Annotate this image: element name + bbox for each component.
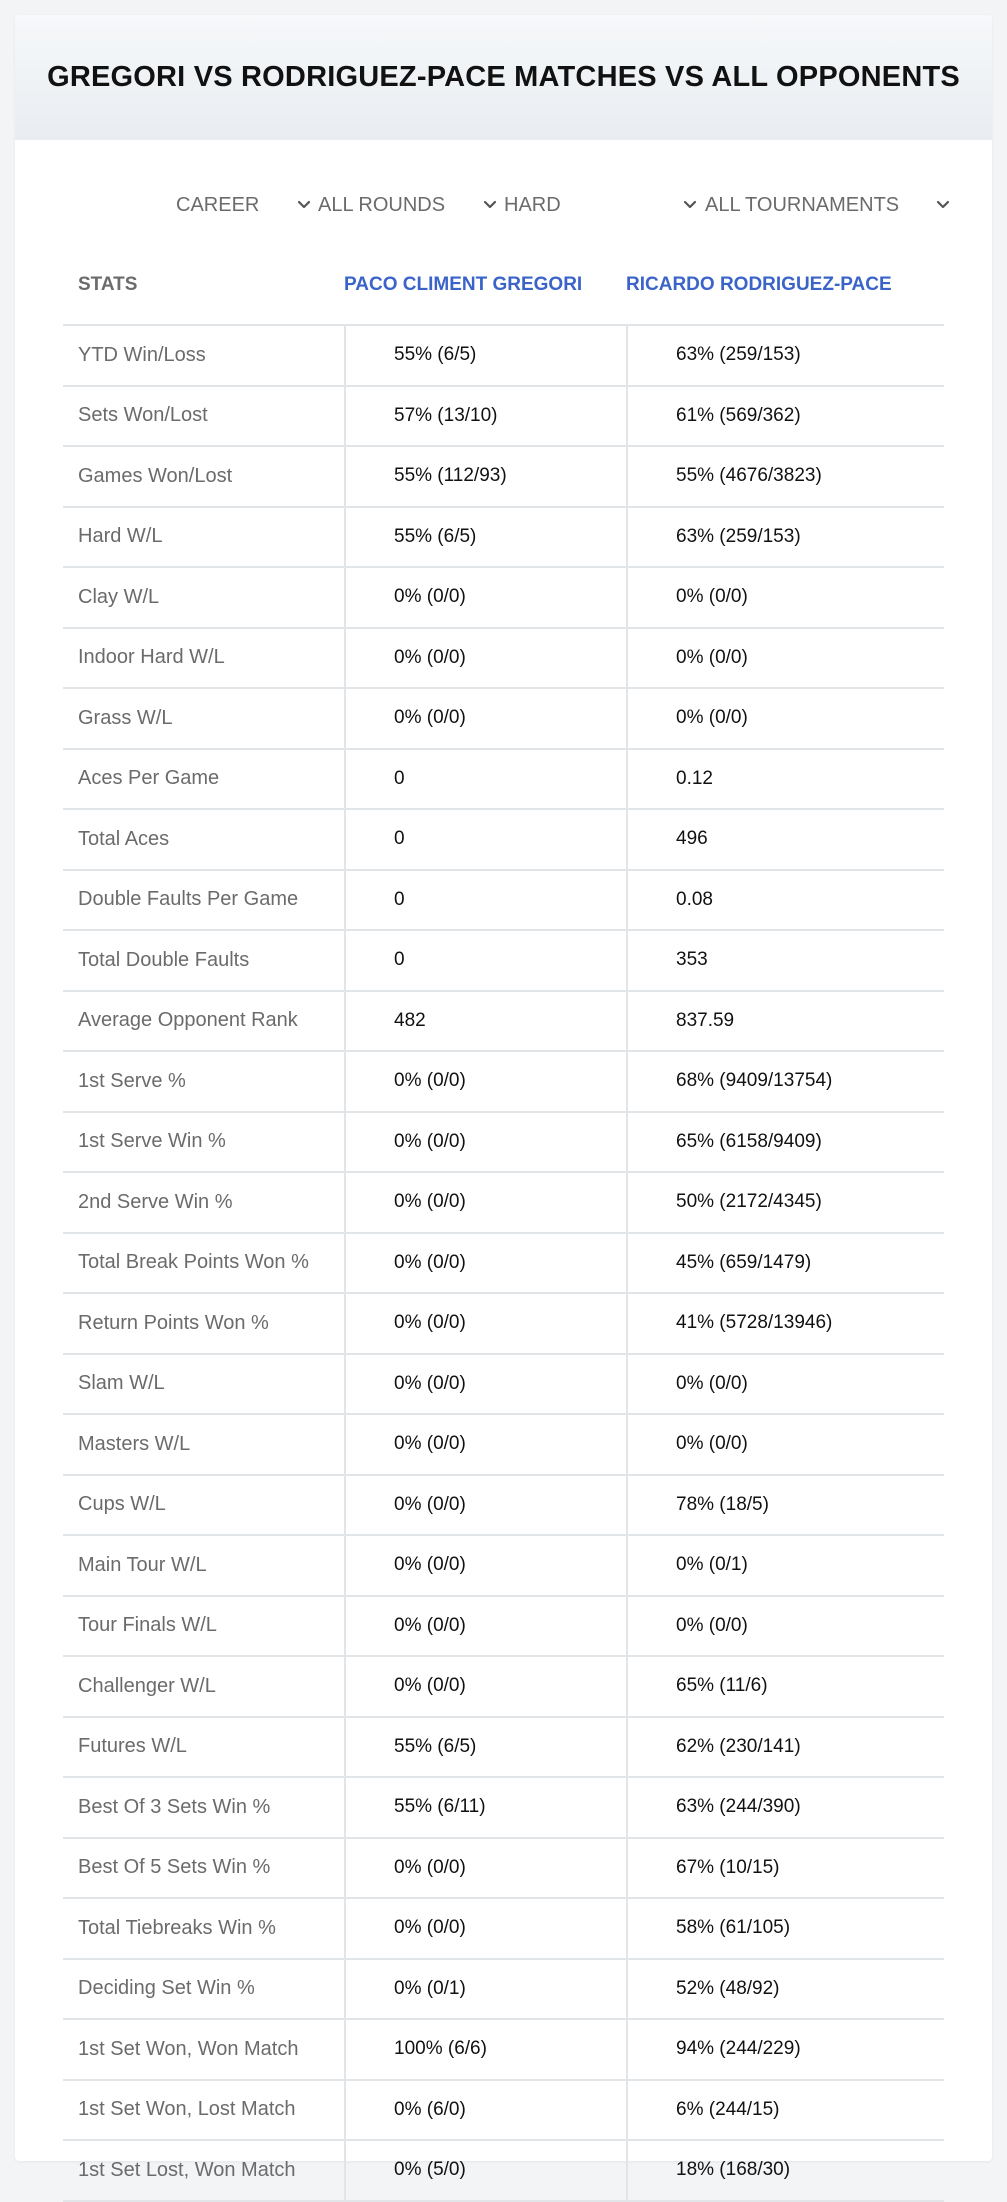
stat-label: Indoor Hard W/L [78, 646, 225, 669]
stat-label: Average Opponent Rank [78, 1009, 298, 1032]
player2-stat-value: 67% (10/15) [626, 1839, 944, 1898]
table-row [63, 1476, 944, 1537]
player1-name-link[interactable]: PACO CLIMENT GREGORI [344, 273, 583, 295]
table-row [63, 1294, 944, 1355]
player2-stat-value: 0% (0/0) [626, 689, 944, 748]
player1-stat-value: 0 [344, 750, 626, 809]
player1-stat-value: 0% (0/0) [344, 1476, 626, 1535]
table-row [63, 326, 944, 387]
player1-stat-value: 0% (0/0) [344, 568, 626, 627]
player1-stat-value: 0% (0/0) [344, 1355, 626, 1414]
player2-stat-value: 496 [626, 810, 944, 869]
player1-stat-value: 482 [344, 992, 626, 1051]
stat-label: Cups W/L [78, 1493, 166, 1516]
rounds-dropdown-label: ALL ROUNDS [318, 193, 446, 216]
stat-label: Total Break Points Won % [78, 1251, 309, 1274]
player2-stat-value: 50% (2172/4345) [626, 1173, 944, 1232]
stats-table [63, 245, 944, 2202]
stat-label: Return Points Won % [78, 1311, 269, 1334]
table-row [63, 1052, 944, 1113]
table-row [63, 750, 944, 811]
table-row [63, 1597, 944, 1658]
player2-stat-value: 63% (244/390) [626, 1778, 944, 1837]
table-row [63, 871, 944, 932]
player2-stat-value: 55% (4676/3823) [626, 447, 944, 506]
stat-label: Challenger W/L [78, 1674, 216, 1697]
player2-stat-value: 62% (230/141) [626, 1718, 944, 1777]
player2-column-header [626, 274, 944, 296]
rounds-dropdown[interactable] [318, 187, 500, 223]
player1-stat-value: 0% (0/0) [344, 1899, 626, 1958]
stat-label: Futures W/L [78, 1735, 187, 1758]
table-row [63, 568, 944, 629]
table-row [63, 2141, 944, 2202]
stat-label: 1st Serve Win % [78, 1130, 226, 1153]
filter-bar [15, 187, 992, 223]
table-row [63, 1415, 944, 1476]
player2-stat-value: 18% (168/30) [626, 2141, 944, 2200]
player2-stat-value: 0% (0/0) [626, 1355, 944, 1414]
player1-stat-value: 55% (6/5) [344, 508, 626, 567]
player1-stat-value: 0% (0/0) [344, 1597, 626, 1656]
player1-stat-value: 55% (6/11) [344, 1778, 626, 1837]
player1-stat-value: 0% (0/0) [344, 629, 626, 688]
player1-stat-value: 0% (0/0) [344, 1173, 626, 1232]
player1-stat-value: 0% (0/0) [344, 1657, 626, 1716]
stat-label: 2nd Serve Win % [78, 1190, 233, 1213]
player1-stat-value: 0% (0/0) [344, 1536, 626, 1595]
player1-stat-value: 0% (0/0) [344, 1052, 626, 1111]
stat-label: Slam W/L [78, 1372, 165, 1395]
stat-label: Grass W/L [78, 706, 173, 729]
stat-label: 1st Set Lost, Won Match [78, 2158, 296, 2181]
player1-stat-value: 0 [344, 871, 626, 930]
stat-label: Total Double Faults [78, 948, 250, 971]
player2-name-link[interactable]: RICARDO RODRIGUEZ-PACE [626, 273, 892, 295]
chevron-down-icon [294, 195, 314, 215]
player1-stat-value: 0% (0/0) [344, 1234, 626, 1293]
player2-stat-value: 94% (244/229) [626, 2020, 944, 2079]
player2-stat-value: 63% (259/153) [626, 508, 944, 567]
stat-label: Total Aces [78, 827, 170, 850]
table-row [63, 1113, 944, 1174]
player2-stat-value: 41% (5728/13946) [626, 1294, 944, 1353]
player2-stat-value: 52% (48/92) [626, 1960, 944, 2019]
player1-stat-value: 0% (6/0) [344, 2081, 626, 2140]
stat-label: Deciding Set Win % [78, 1977, 255, 2000]
page-header [15, 15, 992, 140]
stat-label: Best Of 5 Sets Win % [78, 1856, 271, 1879]
player1-stat-value: 0% (0/0) [344, 1839, 626, 1898]
table-row [63, 1355, 944, 1416]
tournaments-dropdown-label: ALL TOURNAMENTS [705, 193, 900, 216]
player1-column-header [344, 274, 626, 296]
page-title: GREGORI VS RODRIGUEZ-PACE MATCHES VS ALL OPPONENTS [47, 61, 960, 93]
stats-header-label: STATS [78, 273, 138, 295]
player1-stat-value: 0 [344, 931, 626, 990]
stat-label: YTD Win/Loss [78, 343, 206, 366]
player2-stat-value: 0% (0/0) [626, 1597, 944, 1656]
stat-label: Tour Finals W/L [78, 1614, 217, 1637]
player2-stat-value: 6% (244/15) [626, 2081, 944, 2140]
stat-label: Games Won/Lost [78, 464, 233, 487]
period-dropdown[interactable] [176, 187, 314, 223]
table-row [63, 992, 944, 1053]
table-row [63, 1899, 944, 1960]
table-row [63, 1234, 944, 1295]
player2-stat-value: 353 [626, 931, 944, 990]
stat-label: Clay W/L [78, 585, 160, 608]
table-body [63, 326, 944, 2202]
stat-label: 1st Serve % [78, 1069, 186, 1092]
player2-stat-value: 837.59 [626, 992, 944, 1051]
stats-column-header [63, 274, 344, 296]
stat-label: Sets Won/Lost [78, 404, 208, 427]
player2-stat-value: 0% (0/0) [626, 568, 944, 627]
surface-dropdown[interactable] [504, 187, 700, 223]
player1-stat-value: 0 [344, 810, 626, 869]
player1-stat-value: 0% (0/1) [344, 1960, 626, 2019]
table-row [63, 2020, 944, 2081]
table-row [63, 1960, 944, 2021]
player2-stat-value: 65% (6158/9409) [626, 1113, 944, 1172]
player2-stat-value: 65% (11/6) [626, 1657, 944, 1716]
table-row [63, 1657, 944, 1718]
table-row [63, 689, 944, 750]
stat-label: Double Faults Per Game [78, 888, 299, 911]
chevron-down-icon [480, 195, 500, 215]
stat-label: Main Tour W/L [78, 1553, 207, 1576]
stat-label: Best Of 3 Sets Win % [78, 1795, 271, 1818]
player1-stat-value: 0% (0/0) [344, 1294, 626, 1353]
player1-stat-value: 100% (6/6) [344, 2020, 626, 2079]
stats-card [15, 15, 992, 2181]
player2-stat-value: 0% (0/0) [626, 629, 944, 688]
player2-stat-value: 0.08 [626, 871, 944, 930]
table-row [63, 1718, 944, 1779]
player1-stat-value: 0% (0/0) [344, 1113, 626, 1172]
tournaments-dropdown[interactable] [705, 187, 953, 223]
stat-label: Aces Per Game [78, 767, 220, 790]
stat-label: Hard W/L [78, 525, 163, 548]
player1-stat-value: 55% (6/5) [344, 326, 626, 385]
player2-stat-value: 68% (9409/13754) [626, 1052, 944, 1111]
chevron-down-icon [680, 195, 700, 215]
table-row [63, 1173, 944, 1234]
player1-stat-value: 0% (5/0) [344, 2141, 626, 2200]
surface-dropdown-label: HARD [504, 193, 561, 216]
stat-label: Total Tiebreaks Win % [78, 1916, 276, 1939]
player2-stat-value: 61% (569/362) [626, 387, 944, 446]
player2-stat-value: 0% (0/1) [626, 1536, 944, 1595]
player1-stat-value: 55% (6/5) [344, 1718, 626, 1777]
table-row [63, 1778, 944, 1839]
table-row [63, 1839, 944, 1900]
player2-stat-value: 78% (18/5) [626, 1476, 944, 1535]
player2-stat-value: 45% (659/1479) [626, 1234, 944, 1293]
table-row [63, 2081, 944, 2142]
player1-stat-value: 0% (0/0) [344, 689, 626, 748]
table-row [63, 1536, 944, 1597]
player2-stat-value: 58% (61/105) [626, 1899, 944, 1958]
table-row [63, 447, 944, 508]
stat-label: 1st Set Won, Won Match [78, 2037, 299, 2060]
table-header-row [63, 245, 944, 326]
table-row [63, 387, 944, 448]
player2-stat-value: 63% (259/153) [626, 326, 944, 385]
table-row [63, 810, 944, 871]
stat-label: 1st Set Won, Lost Match [78, 2098, 296, 2121]
player2-stat-value: 0.12 [626, 750, 944, 809]
table-row [63, 931, 944, 992]
stat-label: Masters W/L [78, 1432, 191, 1455]
player1-stat-value: 57% (13/10) [344, 387, 626, 446]
period-dropdown-label: CAREER [176, 193, 260, 216]
table-row [63, 508, 944, 569]
player2-stat-value: 0% (0/0) [626, 1415, 944, 1474]
chevron-down-icon [933, 195, 953, 215]
table-row [63, 629, 944, 690]
player1-stat-value: 0% (0/0) [344, 1415, 626, 1474]
player1-stat-value: 55% (112/93) [344, 447, 626, 506]
